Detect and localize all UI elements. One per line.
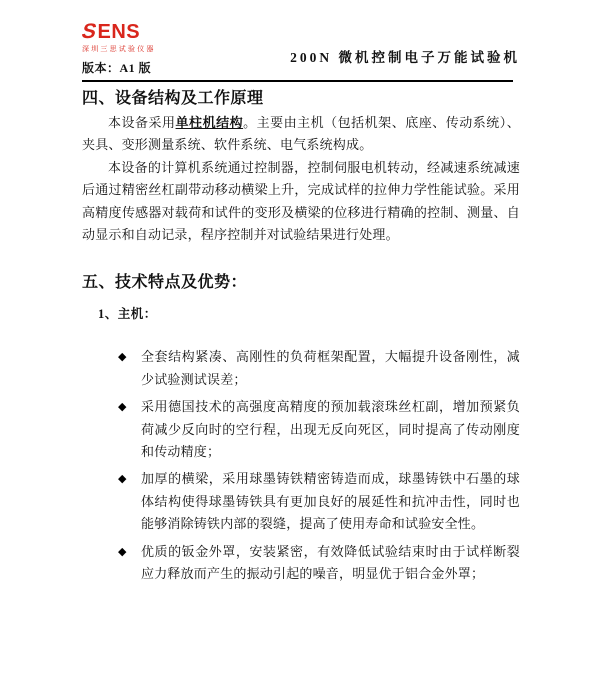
bullet-item	[118, 396, 520, 463]
bullet-item	[118, 468, 520, 535]
section-features-heading: 五、技术特点及优势：	[82, 274, 248, 292]
bullet-text: 全套结构紧凑、高刚性的负荷框架配置，大幅提升设备刚性，减少试验测试误差；	[141, 349, 520, 387]
document-header	[79, 20, 520, 80]
brand-logo-s-icon: S	[79, 20, 100, 43]
paragraph-text: 。主要由主机（包括机架、底座、传动系统）、夹具、变形测量系统、软件系统、电气系统构成。	[82, 115, 520, 153]
paragraph-text: 本设备采用	[108, 115, 176, 130]
diamond-bullet-icon: ◆	[118, 401, 127, 414]
features-subheading: 1、主机：	[98, 307, 157, 322]
features-bullet-list	[118, 346, 520, 585]
section-features	[82, 272, 520, 585]
diamond-bullet-icon: ◆	[118, 545, 127, 558]
bullet-item	[118, 541, 520, 586]
diamond-bullet-icon: ◆	[118, 473, 127, 486]
version-label: 版本：A1 版	[82, 61, 152, 75]
diamond-bullet-icon: ◆	[118, 351, 127, 364]
product-title: 200N 微机控制电子万能试验机	[290, 50, 520, 65]
section-structure-heading: 四、设备结构及工作原理	[82, 90, 264, 107]
header-divider	[82, 80, 513, 82]
brand-subtitle: 深圳三思试验仪器	[82, 46, 156, 53]
bullet-text: 优质的钣金外罩，安装紧密，有效降低试验结束时由于试样断裂应力释放而产生的振动引起的噪音，明显优于铝合金外罩；	[141, 543, 520, 582]
bullet-text: 采用德国技术的高强度高精度的预加载滚珠丝杠副，增加预紧负荷减少反向时的空行程，出现无反向死区，同时提高了传动刚度和传动精度；	[141, 399, 520, 460]
structure-paragraph-2: 本设备的计算机系统通过控制器，控制伺服电机转动，经减速系统减速后通过精密丝杠副带动移动横梁上升，完成试样的拉伸力学性能试验。采用高精度传感器对载荷和试件的变形及横梁的位移进行精确的控制、测量、自动显示和自动记录，程序控制并对试验结果进行处理。	[82, 159, 520, 243]
underlined-emphasis-text: 单柱机结构	[175, 115, 244, 130]
bullet-item	[118, 346, 520, 391]
bullet-text: 加厚的横梁，采用球墨铸铁精密铸造而成，球墨铸铁中石墨的球体结构使得球墨铸铁具有更加良好的展延性和抗冲击性，同时也能够消除铸铁内部的裂缝，提高了使用寿命和试验安全性。	[141, 471, 520, 532]
section-structure	[82, 88, 520, 246]
brand-logo-text: ENS	[97, 21, 141, 43]
brand-logo	[79, 20, 520, 43]
structure-paragraph-1	[82, 112, 520, 157]
